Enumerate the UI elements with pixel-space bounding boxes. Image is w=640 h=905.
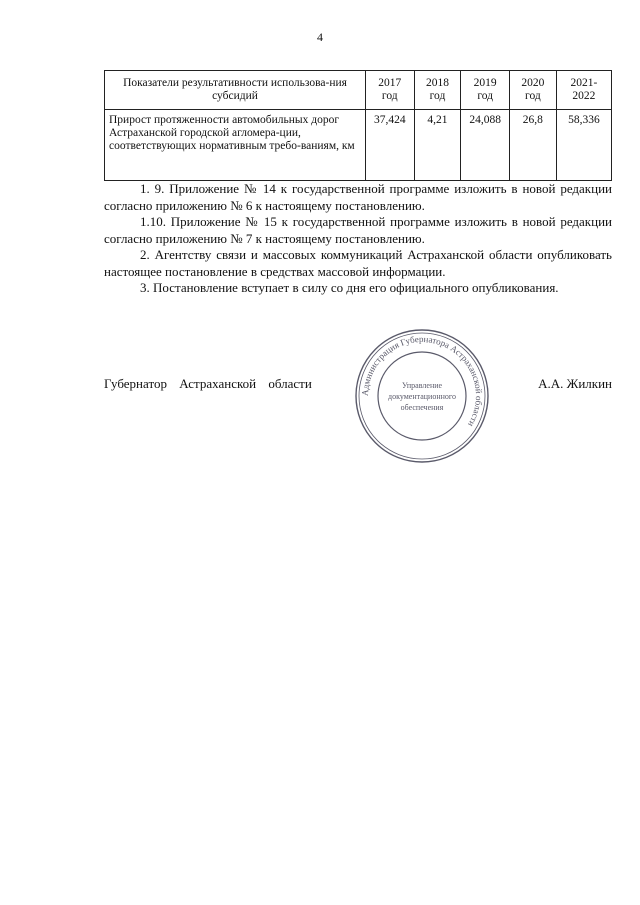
header-indicator-name: Показатели результативности использова-ния субсидий: [105, 71, 366, 110]
header-year: 2017 год: [366, 71, 415, 110]
stamp-inner-line: Управление: [401, 381, 443, 390]
indicator-value: 37,424: [366, 110, 415, 181]
stamp-inner-line: документационного: [388, 392, 456, 401]
header-year: 2020 год: [509, 71, 556, 110]
header-year: 2018 год: [414, 71, 461, 110]
indicator-name: Прирост протяженности автомобильных дорог Астраханской городской агломера-ции, соответствующих нормативным требо-ваниям, км: [105, 110, 366, 181]
header-year: 2021-2022: [556, 71, 611, 110]
stamp-outer-text: Администрация Губернатора Астраханской области: [359, 333, 485, 429]
official-stamp: [352, 326, 492, 466]
signer-position: Губернатор Астраханской области: [104, 376, 312, 391]
paragraph: 1.10. Приложение № 15 к государственной программе изложить в новой редакции согласно приложению № 7 к настоящему постановлению.: [104, 214, 612, 246]
table-header-row: [105, 71, 612, 110]
signer-name: А.А. Жилкин: [538, 376, 612, 391]
paragraph: 2. Агентству связи и массовых коммуникаций Астраханской области опубликовать настоящее постановление в средствах массовой информации.: [104, 247, 612, 279]
stamp-inner-line: обеспечения: [400, 403, 444, 412]
indicator-value: 58,336: [556, 110, 611, 181]
table-row: [105, 110, 612, 181]
paragraph: 3. Постановление вступает в силу со дня его официального опубликования.: [140, 280, 559, 295]
header-year: 2019 год: [461, 71, 510, 110]
indicator-value: 26,8: [509, 110, 556, 181]
indicator-value: 4,21: [414, 110, 461, 181]
paragraph: 1. 9. Приложение № 14 к государственной программе изложить в новой редакции согласно приложению № 6 к настоящему постановлению.: [104, 181, 612, 213]
body-text: [104, 181, 612, 297]
indicator-value: 24,088: [461, 110, 510, 181]
page-number: 4: [317, 30, 323, 44]
indicators-table: [104, 70, 612, 181]
